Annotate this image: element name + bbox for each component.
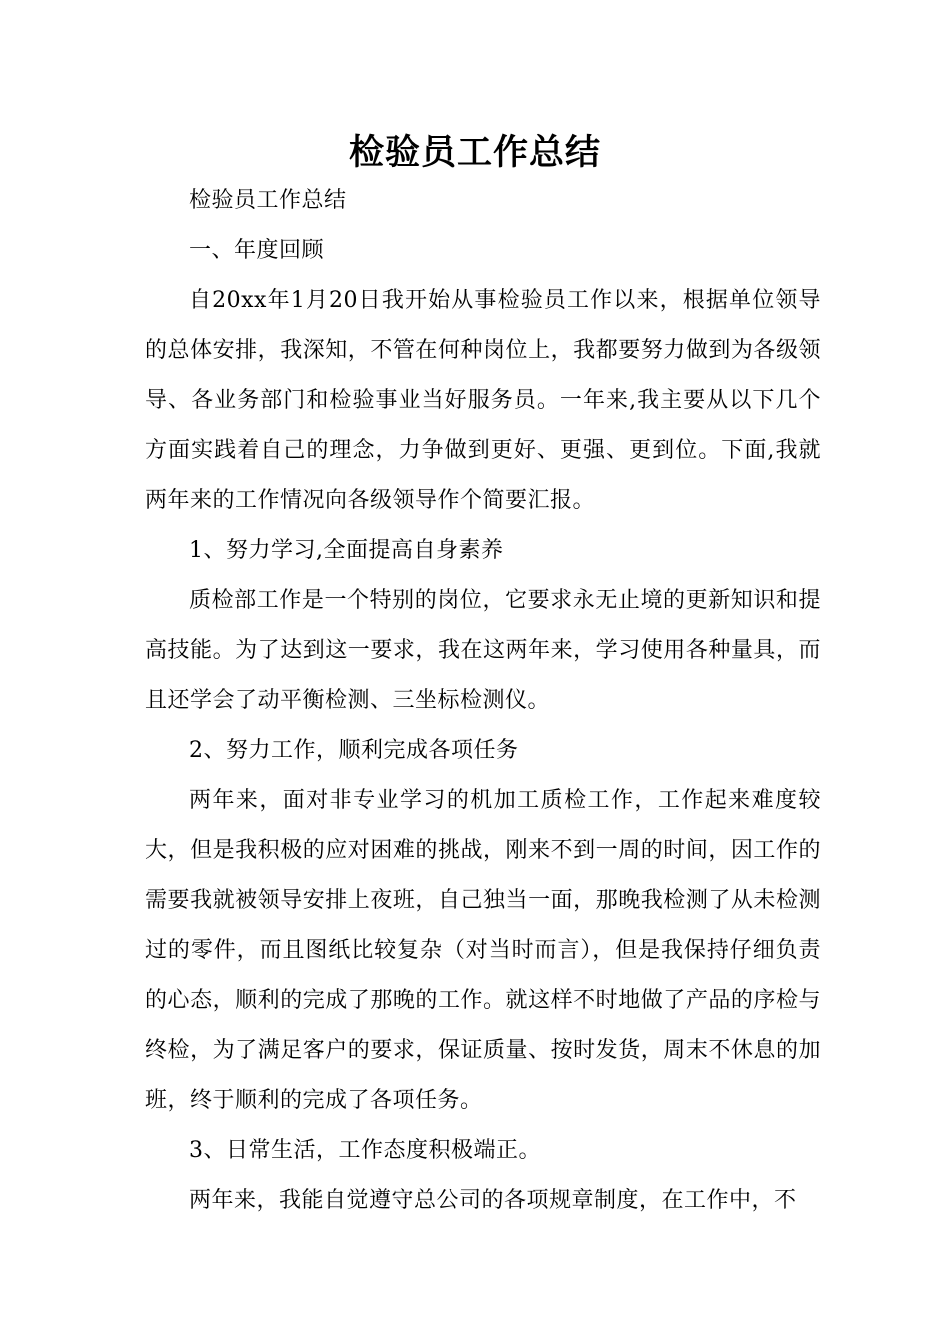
paragraph-study: 质检部工作是一个特别的岗位，它要求永无止境的更新知识和提高技能。为了达到这一要求，我在这两年来，学习使用各种量具，而且还学会了动平衡检测、三坐标检测仪。	[145, 588, 821, 713]
paragraph-intro: 自20xx年1月20日我开始从事检验员工作以来，根据单位领导的总体安排，我深知，不管在何种岗位上，我都要努力做到为各级领导、各业务部门和检验事业当好服务员。一年来,我主要从以下几个方面实践着自己的理念，力争做到更好、更强、更到位。下面,我就两年来的工作情况向各级领导作个简要汇报。	[145, 288, 821, 513]
document-title: 检验员工作总结	[348, 133, 601, 173]
paragraph-subtitle: 检验员工作总结	[189, 188, 347, 213]
paragraph-attitude: 两年来，我能自觉遵守总公司的各项规章制度，在工作中，不	[189, 1188, 797, 1213]
paragraph-heading-study: 1、努力学习,全面提高自身素养	[189, 538, 504, 563]
paragraph-work: 两年来，面对非专业学习的机加工质检工作，工作起来难度较大，但是我积极的应对困难的挑战，刚来不到一周的时间，因工作的需要我就被领导安排上夜班，自己独当一面，那晚我检测了从未检测过的零件，而且图纸比较复杂（对当时而言），但是我保持仔细负责的心态，顺利的完成了那晚的工作。就这样不时地做了产品的序检与终检，为了满足客户的要求，保证质量、按时发货，周末不休息的加班，终于顺利的完成了各项任务。	[145, 788, 821, 1113]
paragraph-heading-attitude: 3、日常生活，工作态度积极端正。	[189, 1138, 541, 1163]
paragraph-heading-work: 2、努力工作，顺利完成各项任务	[189, 738, 519, 763]
paragraph-section-heading-review: 一、年度回顾	[189, 238, 325, 263]
document-body	[145, 176, 821, 1226]
